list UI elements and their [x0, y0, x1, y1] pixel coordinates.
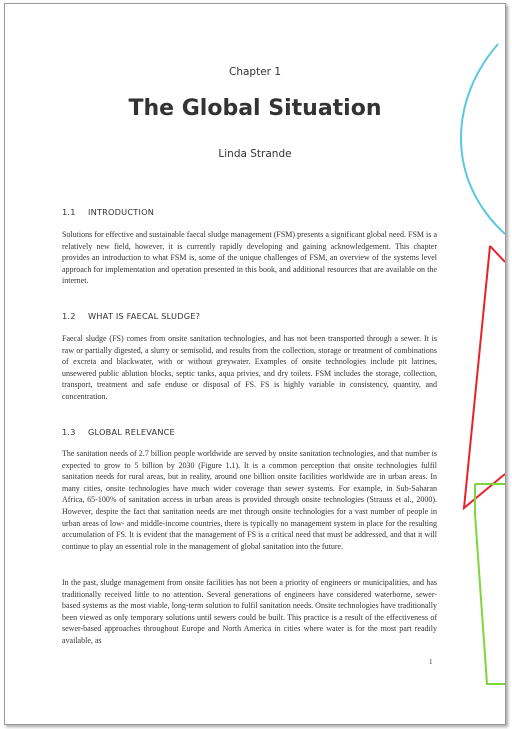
section-heading-global-relevance [62, 427, 175, 437]
document-page [4, 3, 506, 725]
chapter-label: Chapter 1 [229, 66, 281, 78]
page-number: 1 [429, 658, 433, 666]
section-title: WHAT IS FAECAL SLUDGE? [88, 311, 201, 321]
red-triangle-shape [464, 246, 505, 508]
green-polygon-shape [475, 484, 505, 684]
paragraph: In the past, sludge management from onsite facilities has not been a priority of engineers or municipalities, and has traditionally received little to no attention. Several generations of engineers have considered waterborne, sewer-based systems as the most viable, long-term solution to fulfil sanitation needs. Onsite technologies have traditionally been viewed as only temporary solutions until sewers could be built. This practice is a result of the effectiveness of sewer-based approaches throughout Europe and North America in cities where water is for the most part readily available, as [62, 578, 437, 645]
section-number: 1.2 [62, 311, 76, 321]
section-heading-faecal-sludge [62, 311, 200, 321]
chapter-title: The Global Situation [128, 96, 382, 121]
section-title: GLOBAL RELEVANCE [88, 427, 175, 437]
section-number: 1.3 [62, 427, 76, 437]
paragraph: Solutions for effective and sustainable faecal sludge management (FSM) presents a significant global need. FSM is a relatively new field, however, it is currently rapidly developing and gaining acknowledgement. This chapter provides an introduction to what FSM is, some of the unique challenges of FSM, an overview of the systems level approach for implementation and operation presented in this book, and additional resources that are available on the internet. [62, 230, 437, 286]
paragraph: Faecal sludge (FS) comes from onsite sanitation technologies, and has not been transported through a sewer. It is raw or partially digested, a slurry or semisolid, and results from the collection, storage or treatment of combinations of excreta and blackwater, with or without greywater. Examples of onsite technologies include pit latrines, unsewered public ablution blocks, septic tanks, aqua privies, and dry toilets. FSM includes the storage, collection, transport, treatment and safe enduse or disposal of FS. FS is highly variable in consistency, quantity, and concentration. [62, 334, 437, 401]
paragraph: The sanitation needs of 2.7 billion people worldwide are served by onsite sanitation technologies, and that number is expected to grow to 5 billion by 2030 (Figure 1.1). It is a common perception that onsite technologies fulfil sanitation needs for rural areas, but in reality, around one billion onsite facilities worldwide are in urban areas. In many cities, onsite technologies have much wider coverage than sewer systems. For example, in Sub-Saharan Africa, 65-100% of sanitation access in urban areas is provided through onsite technologies (Strauss et al., 2000). However, despite the fact that sanitation needs are met through onsite technologies for a vast number of people in urban areas of low- and middle-income countries, there is typically no management system in place for the resulting accumulation of FS. It is evident that the management of FS is a critical need that must be addressed, and that it will continue to play an essential role in the management of global sanitation into the future. [62, 449, 437, 551]
section-number: 1.1 [62, 207, 76, 217]
section-heading-introduction [62, 207, 154, 217]
section-title: INTRODUCTION [88, 207, 155, 217]
author-name: Linda Strande [218, 148, 292, 160]
